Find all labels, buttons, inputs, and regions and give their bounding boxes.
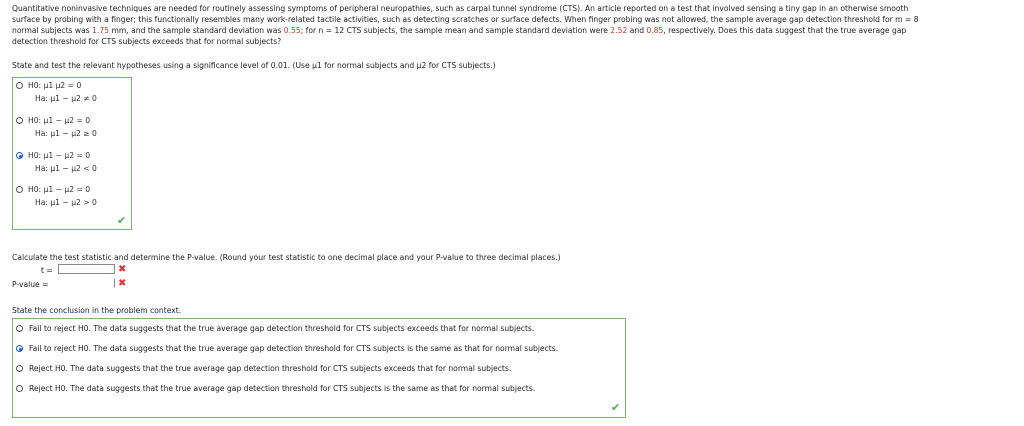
conclusion-text: Reject H0. The data suggests that the true average gap detection threshold for CTS subjects exceeds that for normal subjects. [29,364,512,373]
ha-text: Ha: μ1 − μ2 ≥ 0 [35,129,97,138]
p-value-input[interactable] [58,278,115,288]
hypotheses-instruction: State and test the relevant hypotheses using a significance level of 0.01. (Use μ1 for normal subjects and μ2 for CTS subjects.) [12,61,496,70]
p-value-label: P-value = [12,280,49,289]
ha-text: Ha: μ1 − μ2 > 0 [35,198,97,207]
problem-line-2: surface by probing with a finger; this functionally resembles many work-related tactile activities, such as detecting scratches or surface defects. When finger probing was not allowed, the sample average gap detection threshold for m = 8 [12,15,919,24]
radio-button[interactable] [16,186,23,193]
t-statistic-input[interactable] [58,264,115,274]
ha-text: Ha: μ1 − μ2 ≠ 0 [35,94,97,103]
radio-button-selected[interactable] [16,345,23,352]
h0-text: H0: μ1 − μ2 = 0 [28,116,91,125]
radio-button[interactable] [16,325,23,332]
radio-button[interactable] [16,117,23,124]
conclusion-text: Reject H0. The data suggests that the true average gap detection threshold for CTS subjects is the same as that for normal subjects. [29,384,536,393]
h0-text: H0: μ1 − μ2 = 0 [28,151,91,160]
incorrect-x-icon: ✖ [118,278,127,289]
radio-button[interactable] [16,385,23,392]
problem-line-1: Quantitative noninvasive techniques are needed for routinely assessing symptoms of peripheral neuropathies, such as carpal tunnel syndrome (CTS). An article reported on a test that involved sensing a tiny gap in an otherwise smooth [12,4,909,13]
normal-sd-value: 0.55 [283,26,301,35]
cts-mean-value: 2.52 [610,26,628,35]
h0-text: H0: μ1 − μ2 = 0 [28,185,91,194]
problem-line-3: normal subjects was 1.75 mm, and the sample standard deviation was 0.55; for n = 12 CTS subjects, the sample mean and sample standard deviation were 2.52 and 0.85, respectively. Does this data suggest that the true average gap [12,26,907,35]
problem-line-4: detection threshold for CTS subjects exceeds that for normal subjects? [12,37,282,46]
radio-button[interactable] [16,82,23,89]
correct-check-icon: ✔ [611,401,621,414]
conclusion-text: Fail to reject H0. The data suggests that the true average gap detection threshold for CTS subjects is the same as that for normal subjects. [29,344,559,353]
conclusion-instruction: State the conclusion in the problem context. [12,306,182,315]
test-instruction: Calculate the test statistic and determine the P-value. (Round your test statistic to one decimal place and your P-value to three decimal places.) [12,253,561,262]
normal-mean-value: 1.75 [92,26,110,35]
radio-button[interactable] [16,365,23,372]
hypotheses-answer-box [12,77,132,230]
h0-text: H0: μ1 μ2 = 0 [28,81,82,90]
cts-sd-value: 0.85 [646,26,664,35]
conclusion-text: Fail to reject H0. The data suggests that the true average gap detection threshold for CTS subjects exceeds that for normal subjects. [29,324,535,333]
ha-text: Ha: μ1 − μ2 < 0 [35,164,97,173]
conclusion-answer-box [12,318,626,418]
radio-button-selected[interactable] [16,152,23,159]
correct-check-icon: ✔ [117,214,127,227]
incorrect-x-icon: ✖ [118,264,127,275]
t-label: t = [41,266,53,275]
